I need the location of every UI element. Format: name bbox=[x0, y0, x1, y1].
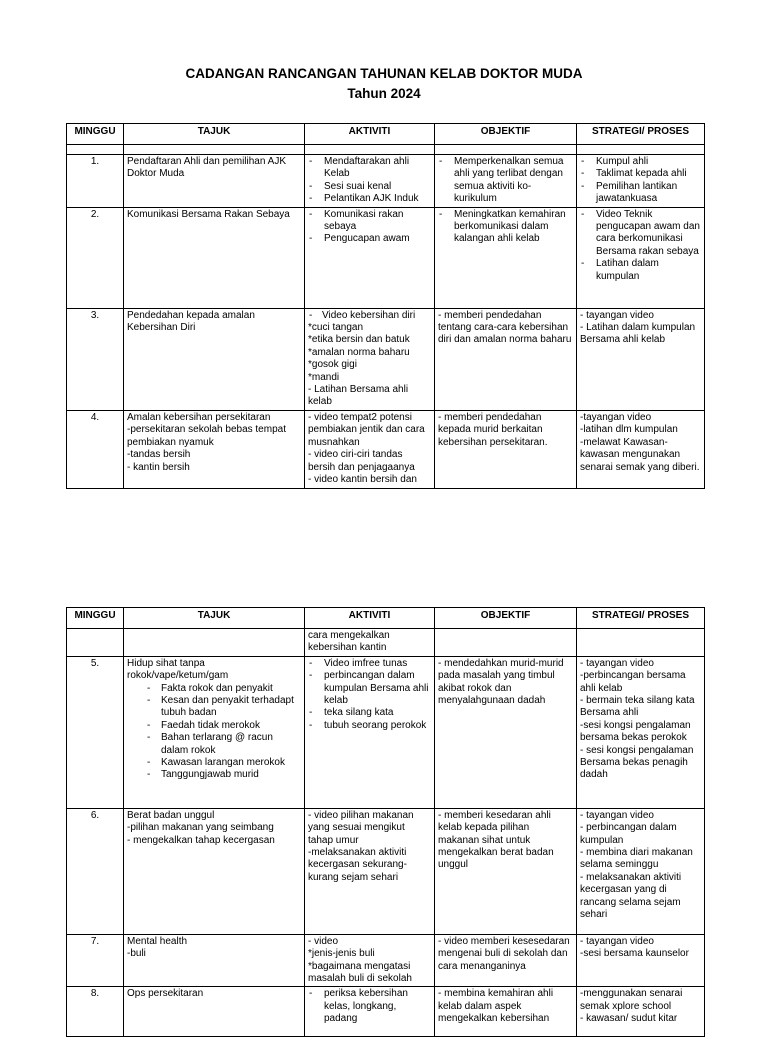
cell-minggu: 1. bbox=[67, 155, 124, 208]
text-line: -melaksanakan aktiviti kecergasan sekurang-kurang sejam sehari bbox=[308, 847, 407, 883]
text-line: *mandi bbox=[308, 371, 340, 383]
list-item: - Pelantikan AJK Induk bbox=[308, 193, 431, 205]
table-row bbox=[67, 308, 705, 410]
cell-strategi bbox=[577, 410, 705, 488]
cell-minggu: 8. bbox=[67, 987, 124, 1037]
list-item: - Fakta rokok dan penyakit bbox=[147, 683, 301, 695]
header-aktiviti: AKTIVITI bbox=[305, 608, 435, 629]
text-line: -buli bbox=[127, 948, 146, 960]
text-line: - sesi kongsi pengalaman Bersama bekas penagih dadah bbox=[580, 744, 694, 781]
list-item: - perbincangan dalam kumpulan Bersama ahli kelab bbox=[308, 670, 431, 707]
text-line: *amalan norma baharu bbox=[308, 346, 410, 358]
cell-objektif: - membina kemahiran ahli kelab dalam aspek mengekalkan kebersihan bbox=[435, 987, 577, 1037]
cell-strategi bbox=[577, 207, 705, 308]
cell-strategi bbox=[577, 308, 705, 410]
table-row bbox=[67, 207, 705, 308]
text-line: -menggunakan senarai semak xplore school bbox=[580, 988, 683, 1012]
list-item: - Memperkenalkan semua ahli yang terlibat dengan semua aktiviti ko-kurikulum bbox=[438, 156, 573, 206]
cell-aktiviti bbox=[305, 987, 435, 1037]
cell-strategi bbox=[577, 808, 705, 934]
cell-tajuk bbox=[124, 410, 305, 488]
text-line: *jenis-jenis buli bbox=[308, 948, 375, 960]
header-objektif: OBJEKTIF bbox=[435, 124, 577, 145]
text-line: *cuci tangan bbox=[308, 322, 364, 334]
header-tajuk: TAJUK bbox=[124, 608, 305, 629]
cell-strategi bbox=[577, 155, 705, 208]
header-strategi: STRATEGI/ PROSES bbox=[577, 124, 705, 145]
list-item: - Video kebersihan diri bbox=[308, 310, 431, 322]
document-subtitle: Tahun 2024 bbox=[347, 86, 421, 101]
text-line: -sesi bersama kaunselor bbox=[580, 948, 689, 960]
text-line: - video tempat2 potensi pembiakan jentik dan cara musnahkan bbox=[308, 411, 425, 448]
text-line: - Latihan dalam kumpulan Bersama ahli kelab bbox=[580, 322, 696, 346]
cell-tajuk bbox=[124, 656, 305, 808]
table-header-row bbox=[67, 124, 705, 145]
header-tajuk: TAJUK bbox=[124, 124, 305, 145]
text-line: - membina diari makanan selama seminggu bbox=[580, 847, 693, 871]
cell-objektif bbox=[435, 155, 577, 208]
list-item: - Faedah tidak merokok bbox=[147, 720, 301, 732]
text-line: - video ciri-ciri tandas bersih dan penjagaanya bbox=[308, 449, 415, 473]
cell-objektif bbox=[435, 207, 577, 308]
header-minggu: MINGGU bbox=[67, 124, 124, 145]
text-line: - perbincangan dalam kumpulan bbox=[580, 822, 677, 846]
plan-table-2 bbox=[66, 607, 705, 1037]
text-line: *etika bersin dan batuk bbox=[308, 334, 410, 346]
cell-tajuk bbox=[124, 808, 305, 934]
list-item: - Mendaftarakan ahli Kelab bbox=[308, 156, 431, 181]
list-item: - tubuh seorang perokok bbox=[308, 720, 431, 732]
text-line: - bermain teka silang kata Bersama ahli bbox=[580, 695, 695, 719]
table-row bbox=[67, 410, 705, 488]
list-item: - Meningkatkan kemahiran berkomunikasi dalam kalangan ahli kelab bbox=[438, 209, 573, 246]
cell-strategi bbox=[577, 934, 705, 987]
list-item: - Sesi suai kenal bbox=[308, 181, 431, 193]
list-item: - Kesan dan penyakit terhadapt tubuh badan bbox=[147, 695, 301, 720]
cell-minggu: 7. bbox=[67, 934, 124, 987]
cell-minggu: 4. bbox=[67, 410, 124, 488]
cell-objektif: - memberi pendedahan tentang cara-cara kebersihan diri dan amalan norma baharu bbox=[435, 308, 577, 410]
cell-tajuk: Ops persekitaran bbox=[124, 987, 305, 1037]
text-line: Mental health bbox=[127, 935, 188, 947]
header-objektif: OBJEKTIF bbox=[435, 608, 577, 629]
text-line: - mengekalkan tahap kecergasan bbox=[127, 834, 275, 846]
cell-tajuk: Komunikasi Bersama Rakan Sebaya bbox=[124, 207, 305, 308]
header-minggu: MINGGU bbox=[67, 608, 124, 629]
cell-strategi bbox=[577, 987, 705, 1037]
header-aktiviti: AKTIVITI bbox=[305, 124, 435, 145]
list-item: - teka silang kata bbox=[308, 707, 431, 719]
text-line: -perbincangan bersama ahli kelab bbox=[580, 670, 686, 694]
text-line: - tayangan video bbox=[580, 935, 654, 947]
cell-objektif: - memberi pendedahan kepada murid berkaitan kebersihan persekitaran. bbox=[435, 410, 577, 488]
text-line: Hidup sihat tanpa rokok/vape/ketum/gam bbox=[127, 657, 229, 682]
text-line: - tayangan video bbox=[580, 809, 654, 821]
text-line: -latihan dlm kumpulan bbox=[580, 424, 678, 436]
table-row-continued bbox=[67, 629, 705, 657]
list-item: - Kumpul ahli bbox=[580, 156, 701, 168]
text-line: - Latihan Bersama ahli kelab bbox=[308, 384, 409, 408]
table-row bbox=[67, 808, 705, 934]
list-item: - Latihan dalam kumpulan bbox=[580, 258, 701, 283]
text-line: - kantin bersih bbox=[127, 461, 190, 473]
text-line: - video kantin bersih dan bbox=[308, 473, 417, 485]
list-item: - Komunikasi rakan sebaya bbox=[308, 209, 431, 234]
cell-strategi bbox=[577, 656, 705, 808]
header-strategi: STRATEGI/ PROSES bbox=[577, 608, 705, 629]
plan-table-1 bbox=[66, 123, 705, 489]
cell-aktiviti bbox=[305, 934, 435, 987]
cell-aktiviti: cara mengekalkan kebersihan kantin bbox=[305, 629, 435, 657]
list-item: - Kawasan larangan merokok bbox=[147, 757, 301, 769]
cell-tajuk: Pendaftaran Ahli dan pemilihan AJK Doktor Muda bbox=[124, 155, 305, 208]
text-line: - tayangan video bbox=[580, 309, 654, 321]
text-line: Amalan kebersihan persekitaran bbox=[127, 411, 271, 423]
text-line: Berat badan unggul bbox=[127, 809, 215, 821]
text-line: -sesi kongsi pengalaman bersama bekas perokok bbox=[580, 719, 691, 744]
cell-objektif: - video memberi kesesedaran mengenai buli di sekolah dan cara menanganinya bbox=[435, 934, 577, 987]
table-row bbox=[67, 934, 705, 987]
cell-aktiviti bbox=[305, 155, 435, 208]
list-item: - Video Teknik pengucapan awam dan cara berkomunikasi Bersama rakan sebaya bbox=[580, 209, 701, 259]
list-item: - Bahan terlarang @ racun dalam rokok bbox=[147, 732, 301, 757]
text-line: - video bbox=[308, 935, 339, 947]
cell-aktiviti bbox=[305, 808, 435, 934]
cell-aktiviti bbox=[305, 410, 435, 488]
list-item: - Pengucapan awam bbox=[308, 233, 431, 245]
document-title: CADANGAN RANCANGAN TAHUNAN KELAB DOKTOR MUDA bbox=[185, 66, 583, 81]
text-line: -tayangan video bbox=[580, 411, 652, 423]
table-row bbox=[67, 987, 705, 1037]
list-item: - Taklimat kepada ahli bbox=[580, 168, 701, 180]
cell-objektif: - mendedahkan murid-murid pada masalah yang timbul akibat rokok dan menyalahgunaan dadah bbox=[435, 656, 577, 808]
text-line: -melawat Kawasan-kawasan mengunakan senarai semak yang diberi. bbox=[580, 436, 700, 473]
list-item: - Video imfree tunas bbox=[308, 658, 431, 670]
text-line: - melaksanakan aktiviti kecergasan yang di rancang selama sejam sehari bbox=[580, 871, 682, 921]
cell-objektif: - memberi kesedaran ahli kelab kepada pilihan makanan sihat untuk mengekalkan berat badan unggul bbox=[435, 808, 577, 934]
table-row bbox=[67, 155, 705, 208]
cell-minggu: 2. bbox=[67, 207, 124, 308]
text-line: - kawasan/ sudut kitar bbox=[580, 1013, 678, 1025]
table-header-row bbox=[67, 608, 705, 629]
cell-minggu: 5. bbox=[67, 656, 124, 808]
cell-tajuk: Pendedahan kepada amalan Kebersihan Diri bbox=[124, 308, 305, 410]
text-line: -persekitaran sekolah bebas tempat pembiakan nyamuk bbox=[127, 424, 286, 448]
text-line: *gosok gigi bbox=[308, 359, 357, 371]
cell-aktiviti bbox=[305, 656, 435, 808]
cell-aktiviti bbox=[305, 308, 435, 410]
text-line: - video pilihan makanan yang sesuai mengikut tahap umur bbox=[308, 809, 414, 846]
text-line: -tandas bersih bbox=[127, 449, 191, 461]
list-item: - Tanggungjawab murid bbox=[147, 769, 301, 781]
list-item: - Pemilihan lantikan jawatankuasa bbox=[580, 181, 701, 206]
list-item: - periksa kebersihan kelas, longkang, padang bbox=[308, 988, 431, 1025]
text-line: *bagaimana mengatasi masalah buli di sekolah bbox=[308, 960, 412, 985]
cell-tajuk bbox=[124, 934, 305, 987]
cell-minggu: 3. bbox=[67, 308, 124, 410]
spacer-row bbox=[67, 145, 705, 155]
cell-minggu: 6. bbox=[67, 808, 124, 934]
text-line: - tayangan video bbox=[580, 657, 654, 669]
cell-aktiviti bbox=[305, 207, 435, 308]
text-line: -pilihan makanan yang seimbang bbox=[127, 822, 274, 834]
table-row bbox=[67, 656, 705, 808]
